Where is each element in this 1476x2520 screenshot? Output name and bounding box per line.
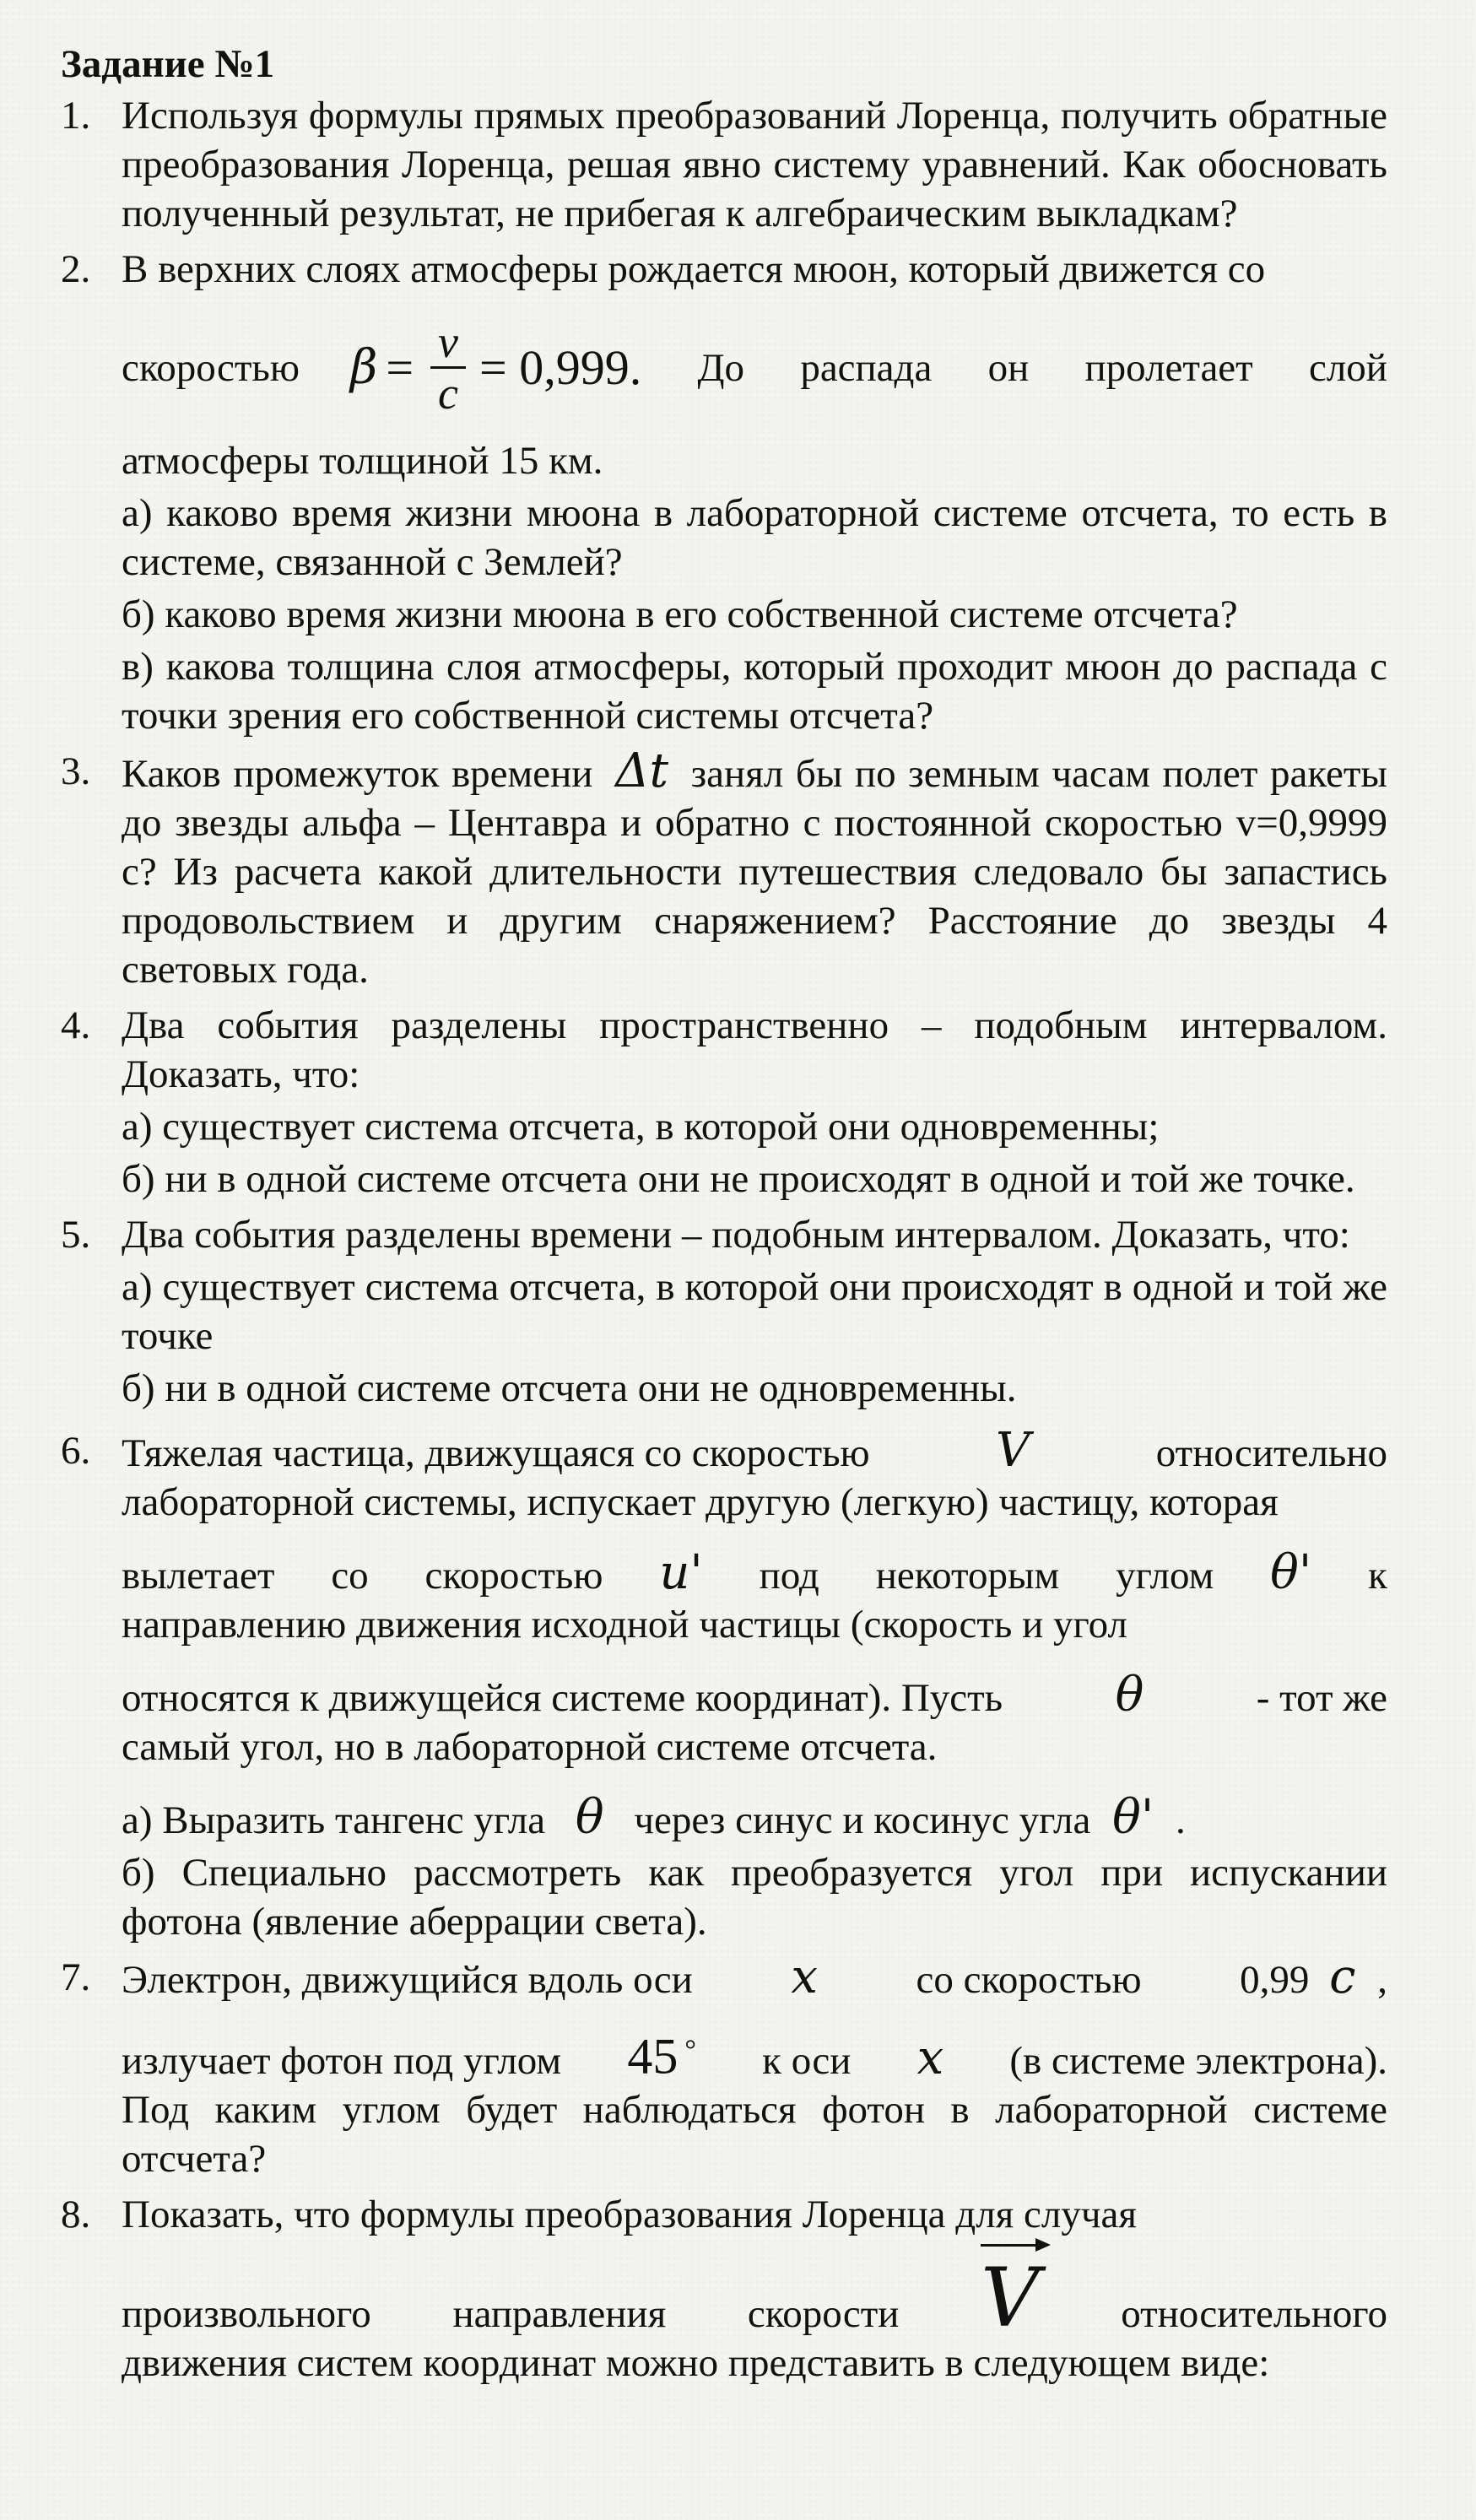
task-8 xyxy=(61,2190,1387,2388)
subitem-b: б) ни в одной системе отсчета они не происходят в одной и той же точке. xyxy=(122,1157,1355,1201)
task-number: 1. xyxy=(61,94,91,138)
text: со скоростью xyxy=(916,1958,1142,2002)
word: распада xyxy=(800,345,933,390)
task-1 xyxy=(61,91,1387,238)
c-symbol: c xyxy=(1329,1949,1356,2004)
theta-symbol: θ xyxy=(1115,1668,1144,1722)
task-text: Два события разделены времени – подобным интервалом. Доказать, что: xyxy=(122,1213,1350,1257)
task-text: Два события разделены пространственно – подобным интервалом. Доказать, что: xyxy=(122,1003,1387,1096)
subitem-a: а) существует система отсчета, в которой они происходят в одной и той же точке xyxy=(122,1265,1387,1358)
velocity-vector-symbol xyxy=(981,2244,1040,2345)
fraction xyxy=(430,317,466,418)
theta-prime-symbol: θ' xyxy=(1112,1790,1154,1845)
period: . xyxy=(629,339,642,395)
equals-sign: = xyxy=(386,339,414,395)
word: скоростью xyxy=(122,345,300,390)
text: через синус и косинус угла xyxy=(634,1798,1091,1842)
word: пролетает xyxy=(1084,345,1253,390)
word: До xyxy=(697,345,745,390)
delta-t-symbol: Δt xyxy=(615,744,669,798)
task-line: атмосферы толщиной 15 км. xyxy=(122,439,603,483)
task-line: лабораторной системы, испускает другую (легкую) частицу, которая xyxy=(122,1480,1279,1524)
theta-prime-symbol: θ' xyxy=(1270,1545,1312,1600)
fraction-denominator: c xyxy=(438,368,459,419)
task-2 xyxy=(61,245,1387,740)
word: произвольного xyxy=(122,2291,371,2336)
task-text: Каков промежуток времени xyxy=(122,752,593,796)
task-line: самый угол, но в лабораторной системе отсчета. xyxy=(122,1725,938,1769)
subitem-a: а) каково время жизни мюона в лабораторной системе отсчета, то есть в системе, связанной с Землей? xyxy=(122,491,1387,584)
word: скорости xyxy=(747,2291,900,2336)
subitem-a: а) существует система отсчета, в которой они одновременны; xyxy=(122,1105,1160,1149)
beta-symbol: β xyxy=(349,339,378,395)
task-text: Используя формулы прямых преобразований Лоренца, получить обратные преобразования Лоренца, решая явно систему уравнений. Как обосновать полученный результат, не прибегая к алгебраическим выкладкам? xyxy=(122,94,1387,235)
beta-formula xyxy=(350,317,641,418)
assignment-title: Задание №1 xyxy=(61,42,275,86)
word: слой xyxy=(1308,345,1387,390)
task-line xyxy=(122,1423,1387,1478)
vector-letter: V xyxy=(981,2250,1040,2345)
word: направления xyxy=(452,2291,667,2336)
degree-symbol: ° xyxy=(684,2035,696,2066)
theta-symbol: θ xyxy=(575,1790,604,1845)
task-line xyxy=(122,1668,1387,1722)
velocity-symbol: V xyxy=(996,1423,1030,1478)
text: а) Выразить тангенс угла xyxy=(122,1798,546,1842)
subitem-b: б) Специально рассмотреть как преобразуется угол при испускании фотона (явление аберрации света). xyxy=(122,1851,1387,1944)
subitem-b: б) ни в одной системе отсчета они не одновременны. xyxy=(122,1366,1017,1410)
text: относительно xyxy=(1155,1431,1387,1475)
text: относятся к движущейся системе координат). Пусть xyxy=(122,1676,1003,1720)
task-list xyxy=(61,91,1387,2388)
u-prime-symbol: u' xyxy=(659,1545,703,1600)
task-3 xyxy=(61,744,1388,994)
text: Электрон, движущийся вдоль оси xyxy=(122,1958,693,2002)
angle-value: 45 xyxy=(627,2028,679,2085)
word: под xyxy=(759,1554,819,1598)
speed-value: 0,99 xyxy=(1240,1958,1310,2002)
task-6 xyxy=(61,1423,1387,1946)
task-number: 8. xyxy=(61,2192,91,2236)
task-number: 3. xyxy=(61,749,91,793)
word: углом xyxy=(1116,1554,1214,1598)
word: скоростью xyxy=(424,1554,603,1598)
task-4 xyxy=(61,1001,1387,1203)
task-number: 4. xyxy=(61,1003,91,1047)
task-line xyxy=(122,2244,1387,2345)
task-number: 6. xyxy=(61,1429,91,1473)
task-number: 5. xyxy=(61,1213,91,1257)
word: вылетает xyxy=(122,1554,275,1598)
task-text: занял бы по земным часам полет ракеты до звезды альфа – Центавра и обратно с постоянной скоростью v=0,9999 с? Из расчета какой длительности путешествия следовало бы запастись продовольствием и другим снаряжением? Расстояние до звезды 4 световых года. xyxy=(122,752,1388,992)
x-axis-symbol: x xyxy=(916,2030,944,2085)
subitem-b: б) каково время жизни мюона в его собственной системе отсчета? xyxy=(122,592,1238,636)
text: излучает фотон под углом xyxy=(122,2038,562,2083)
vector-arrow xyxy=(981,2244,1047,2247)
word: к xyxy=(1368,1554,1387,1598)
task-line: Под каким углом будет наблюдаться фотон в лабораторной системе отсчета? xyxy=(122,2087,1387,2181)
task-line: движения систем координат можно представить в следующем виде: xyxy=(122,2340,1270,2385)
subitem-c: в) какова толщина слоя атмосферы, который проходит мюон до распада с точки зрения его собственной системы отсчета? xyxy=(122,645,1387,738)
task-line: направлению движения исходной частицы (скорость и угол xyxy=(122,1603,1127,1647)
word: он xyxy=(987,345,1030,390)
text: - тот же xyxy=(1256,1676,1387,1720)
beta-value: = 0,999 xyxy=(479,339,630,395)
task-line xyxy=(122,1545,1387,1600)
word: некоторым xyxy=(875,1554,1060,1598)
word: со xyxy=(331,1554,369,1598)
speed-expression xyxy=(1240,1949,1387,2004)
text: (в системе электрона). xyxy=(1009,2038,1387,2083)
formula-wrap xyxy=(122,317,641,418)
text: к оси xyxy=(762,2038,852,2083)
word: относительного xyxy=(1121,2291,1387,2336)
x-axis-symbol: x xyxy=(791,1949,818,2004)
text: Тяжелая частица, движущаяся со скоростью xyxy=(122,1431,870,1475)
task-line-formula xyxy=(122,317,1387,418)
task-line xyxy=(122,2026,1387,2085)
task-line: В верхних слоях атмосферы рождается мюон, который движется со xyxy=(122,247,1266,291)
task-number: 7. xyxy=(61,1955,91,1999)
fraction-numerator: v xyxy=(438,316,459,367)
task-5 xyxy=(61,1210,1387,1413)
subitem-a xyxy=(122,1790,1387,1845)
task-number: 2. xyxy=(61,247,91,291)
angle-expression xyxy=(627,2026,696,2085)
task-line: Показать, что формулы преобразования Лоренца для случая xyxy=(122,2192,1137,2236)
task-7 xyxy=(61,1949,1387,2183)
comma: , xyxy=(1377,1958,1387,2002)
task-line xyxy=(122,1949,1387,2004)
period: . xyxy=(1175,1798,1186,1842)
